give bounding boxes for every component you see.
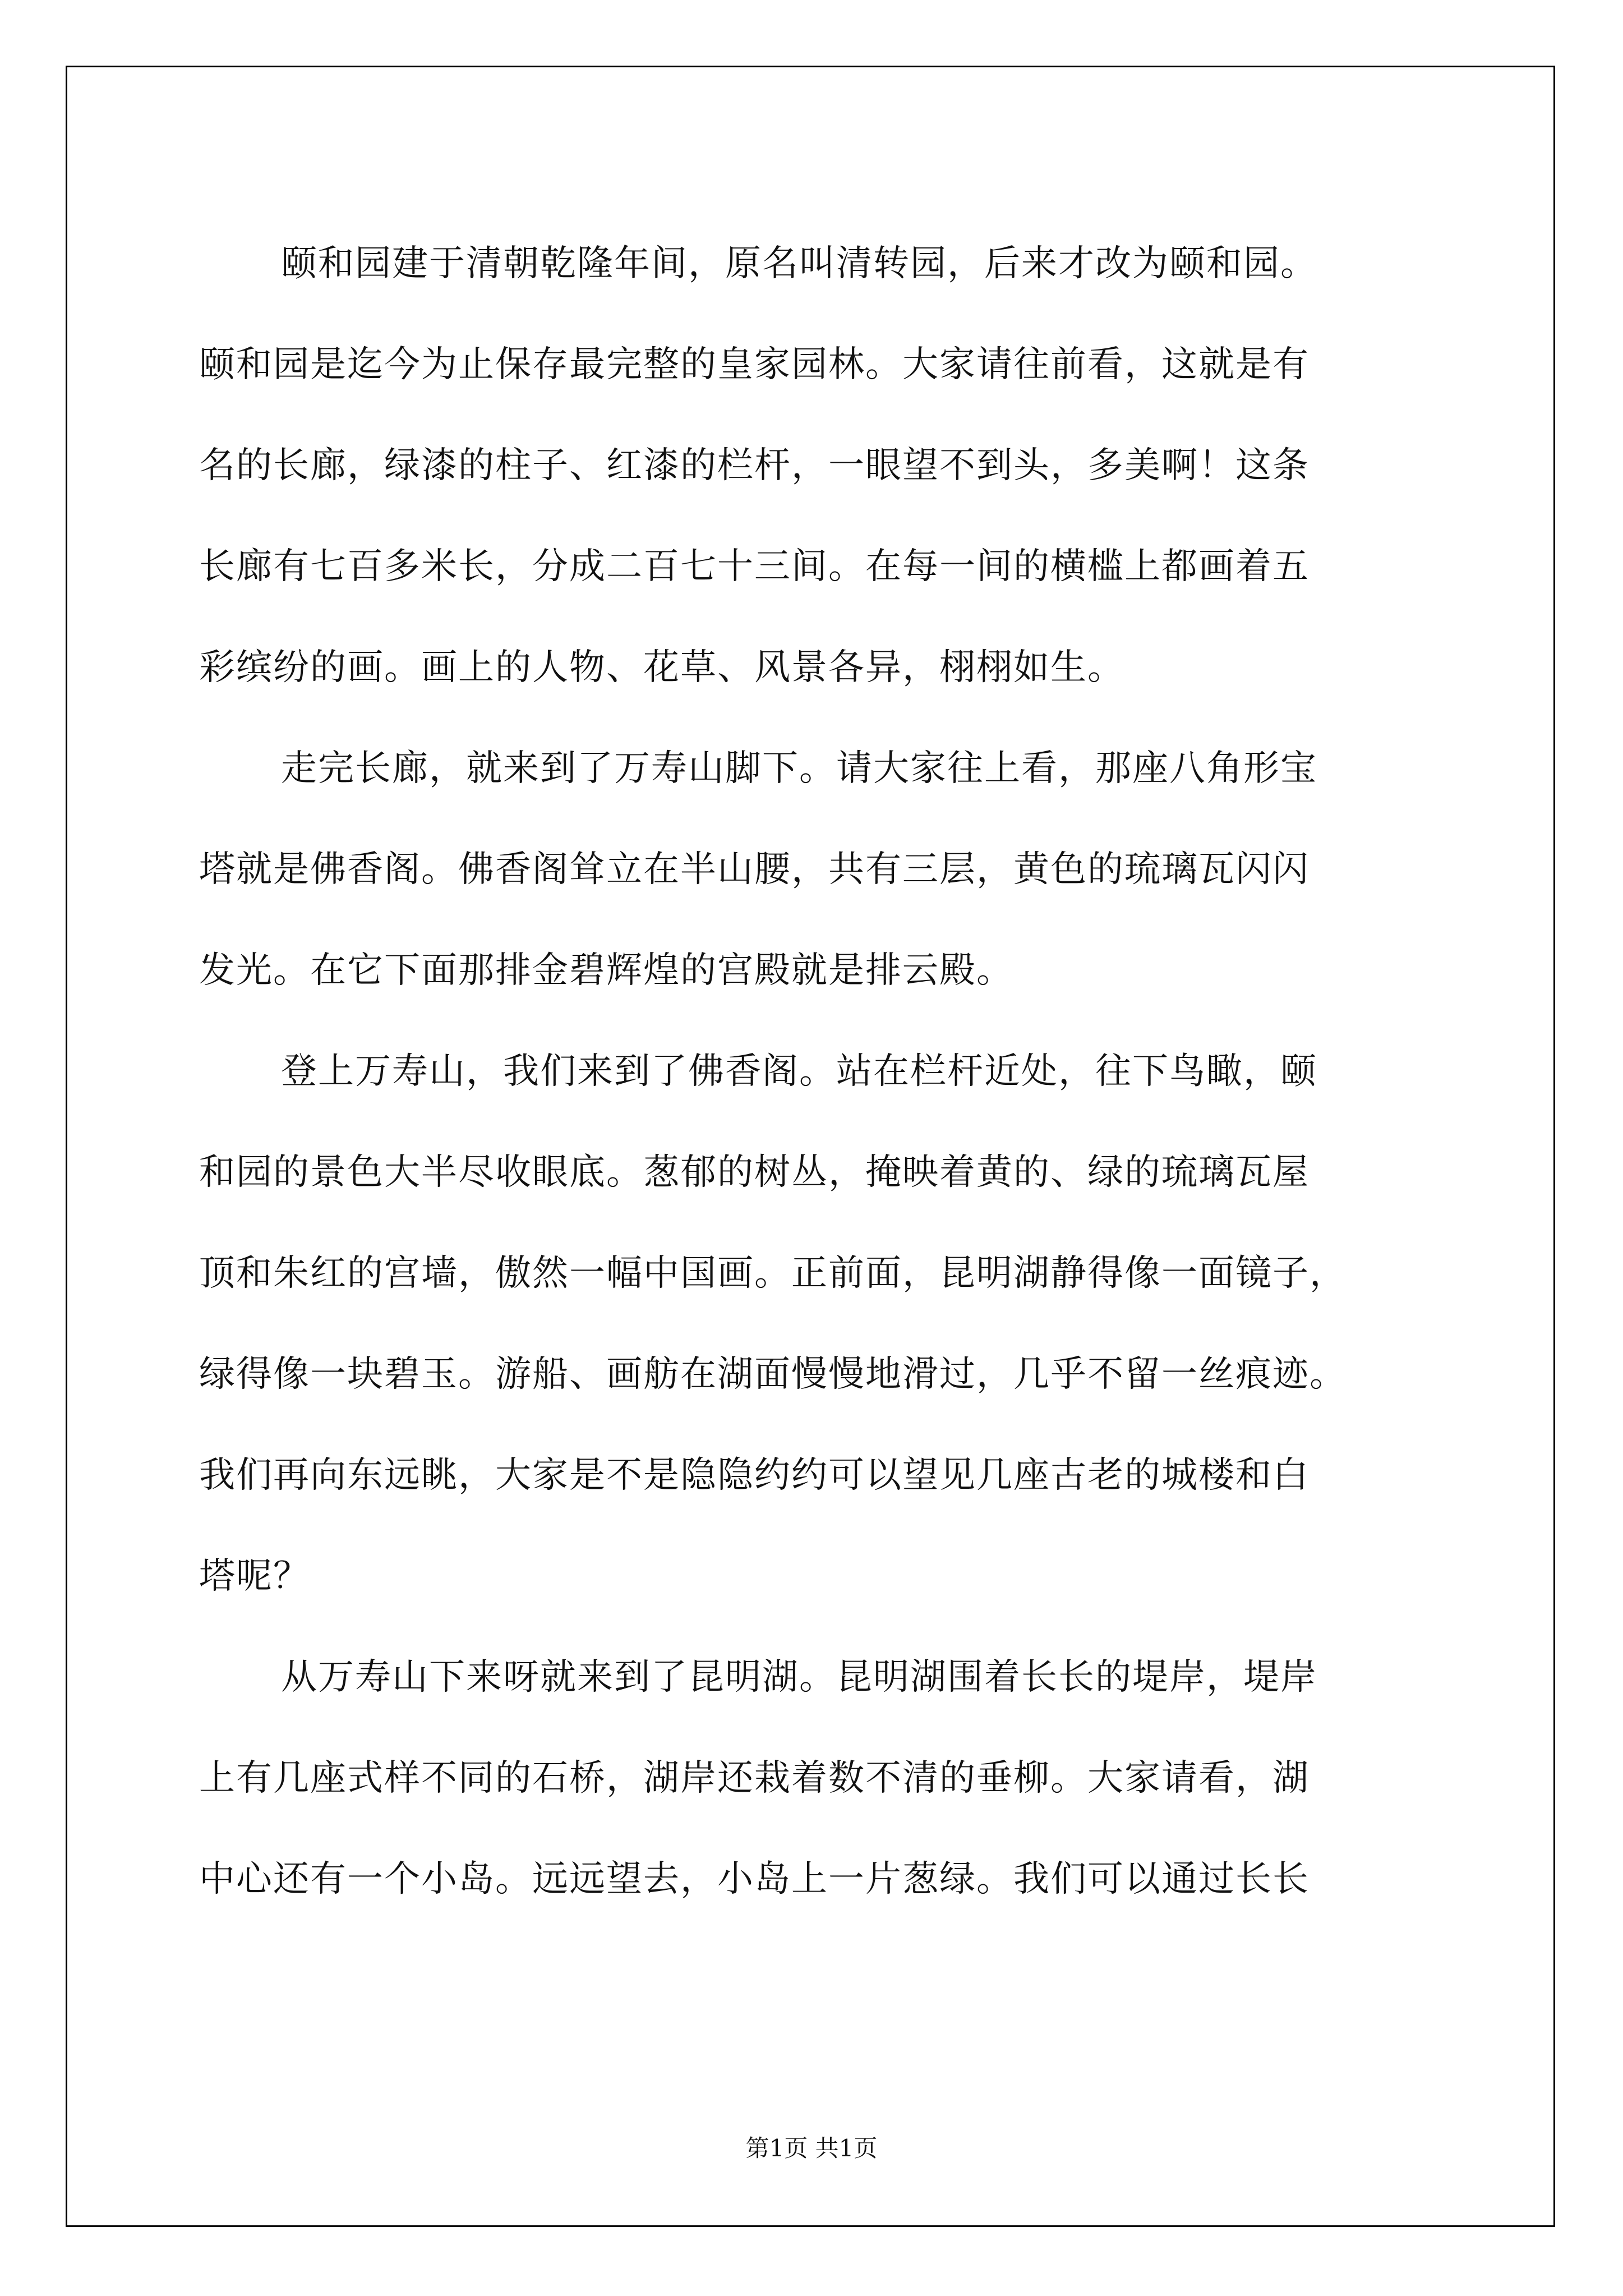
paragraph-line: 登上万寿山，我们来到了佛香阁。站在栏杆近处，往下鸟瞰，颐 bbox=[281, 1051, 1317, 1092]
paragraph-line: 颐和园是迄今为止保存最完整的皇家园林。大家请往前看，这就是有 bbox=[199, 344, 1310, 385]
paragraph-line: 走完长廊，就来到了万寿山脚下。请大家往上看，那座八角形宝 bbox=[281, 748, 1317, 789]
paragraph-line: 名的长廊，绿漆的柱子、红漆的栏杆，一眼望不到头，多美啊！这条 bbox=[199, 445, 1310, 486]
paragraph-line: 绿得像一块碧玉。游船、画舫在湖面慢慢地滑过，几乎不留一丝痕迹。 bbox=[199, 1354, 1347, 1395]
paragraph-line: 我们再向东远眺，大家是不是隐隐约约可以望见几座古老的城楼和白 bbox=[199, 1455, 1310, 1496]
paragraph-line: 塔就是佛香阁。佛香阁耸立在半山腰，共有三层，黄色的琉璃瓦闪闪 bbox=[199, 849, 1310, 890]
paragraph-line: 和园的景色大半尽收眼底。葱郁的树丛，掩映着黄的、绿的琉璃瓦屋 bbox=[199, 1152, 1310, 1193]
paragraph-line: 长廊有七百多米长，分成二百七十三间。在每一间的横槛上都画着五 bbox=[199, 546, 1310, 587]
paragraph-line: 塔呢？ bbox=[199, 1556, 310, 1597]
paragraph-line: 中心还有一个小岛。远远望去，小岛上一片葱绿。我们可以通过长长 bbox=[199, 1858, 1310, 1900]
paragraph-line: 顶和朱红的宫墙，傲然一幅中国画。正前面，昆明湖静得像一面镜子， bbox=[199, 1253, 1347, 1294]
document-body bbox=[199, 213, 1422, 1930]
page-footer: 第1页 共1页 bbox=[745, 2134, 878, 2162]
paragraph-line: 从万寿山下来呀就来到了昆明湖。昆明湖围着长长的堤岸，堤岸 bbox=[281, 1657, 1317, 1698]
paragraph-line: 上有几座式样不同的石桥，湖岸还栽着数不清的垂柳。大家请看，湖 bbox=[199, 1757, 1310, 1799]
paragraph-line: 颐和园建于清朝乾隆年间，原名叫清转园，后来才改为颐和园。 bbox=[281, 243, 1317, 284]
paragraph-line: 发光。在它下面那排金碧辉煌的宫殿就是排云殿。 bbox=[199, 950, 1013, 991]
paragraph-line: 彩缤纷的画。画上的人物、花草、风景各异，栩栩如生。 bbox=[199, 647, 1124, 688]
